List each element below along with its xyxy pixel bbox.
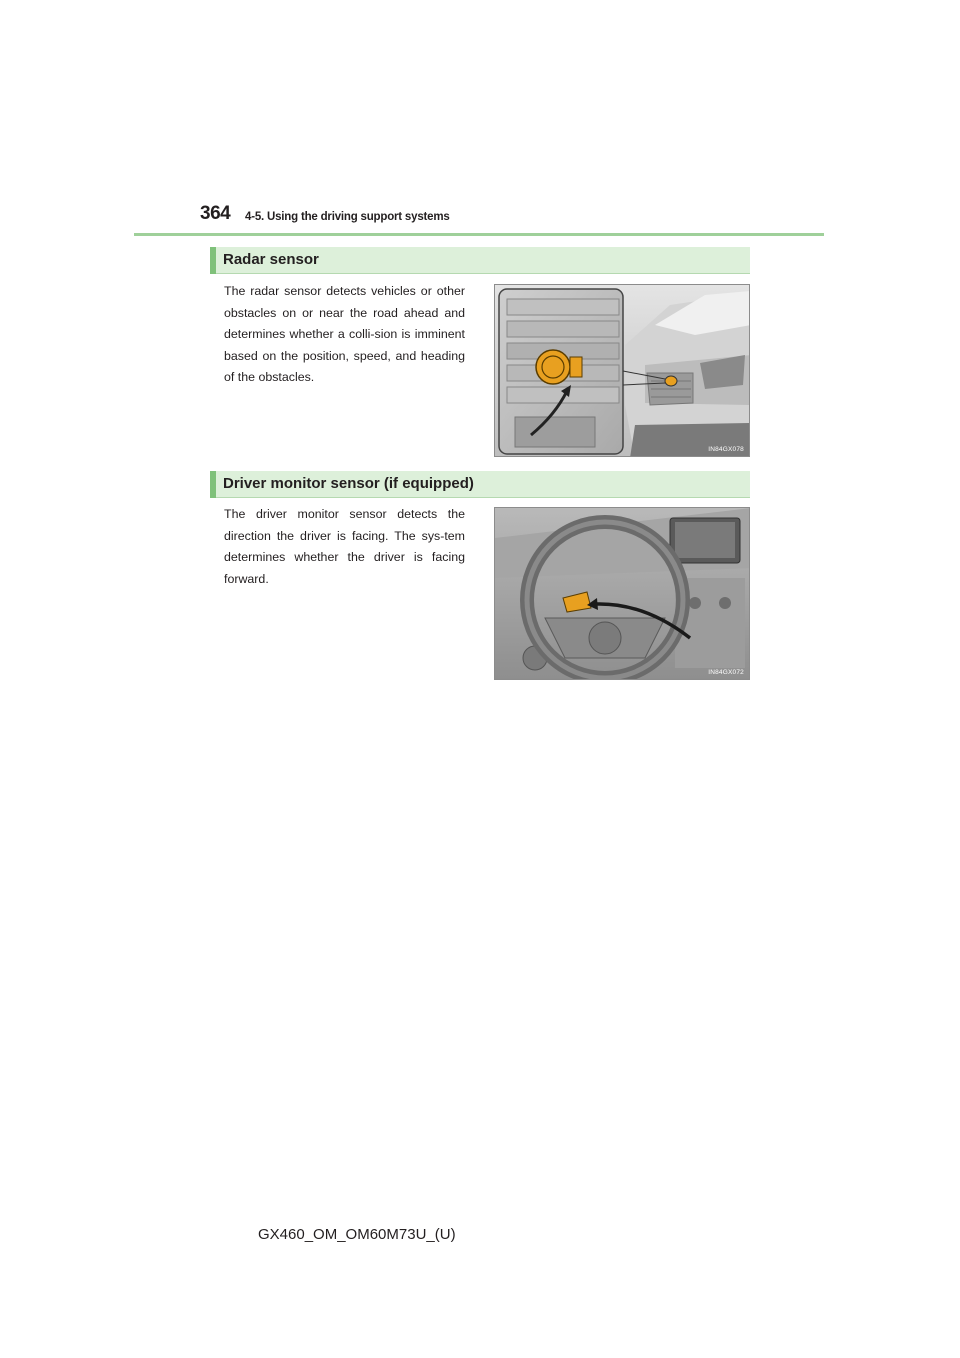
driver-monitor-description: The driver monitor sensor detects the direction the driver is facing. The sys-tem determines whether the driver is facing forward. bbox=[224, 507, 465, 586]
radar-sensor-heading bbox=[210, 247, 750, 274]
radar-sensor-description: The radar sensor detects vehicles or other obstacles on or near the road ahead and determines whether a colli-sion is imminent based on the position, speed, and heading of the obstacles. bbox=[224, 284, 465, 385]
heading-title: Radar sensor bbox=[223, 251, 319, 268]
figure-code: IN84GX072 bbox=[708, 669, 744, 676]
page-number: 364 bbox=[200, 203, 231, 224]
section-reference: 4-5. Using the driving support systems bbox=[245, 211, 450, 223]
driver-monitor-drawing bbox=[495, 508, 750, 680]
radar-sensor-illustration bbox=[494, 284, 750, 457]
heading-accent bbox=[210, 471, 216, 498]
heading-title: Driver monitor sensor (if equipped) bbox=[223, 475, 474, 492]
radar-sensor-drawing bbox=[495, 285, 750, 457]
driver-monitor-heading bbox=[210, 471, 750, 498]
driver-monitor-illustration bbox=[494, 507, 750, 680]
document-code: GX460_OM_OM60M73U_(U) bbox=[258, 1226, 456, 1243]
heading-accent bbox=[210, 247, 216, 274]
figure-code: IN84GX078 bbox=[708, 446, 744, 453]
header-divider bbox=[134, 233, 824, 236]
